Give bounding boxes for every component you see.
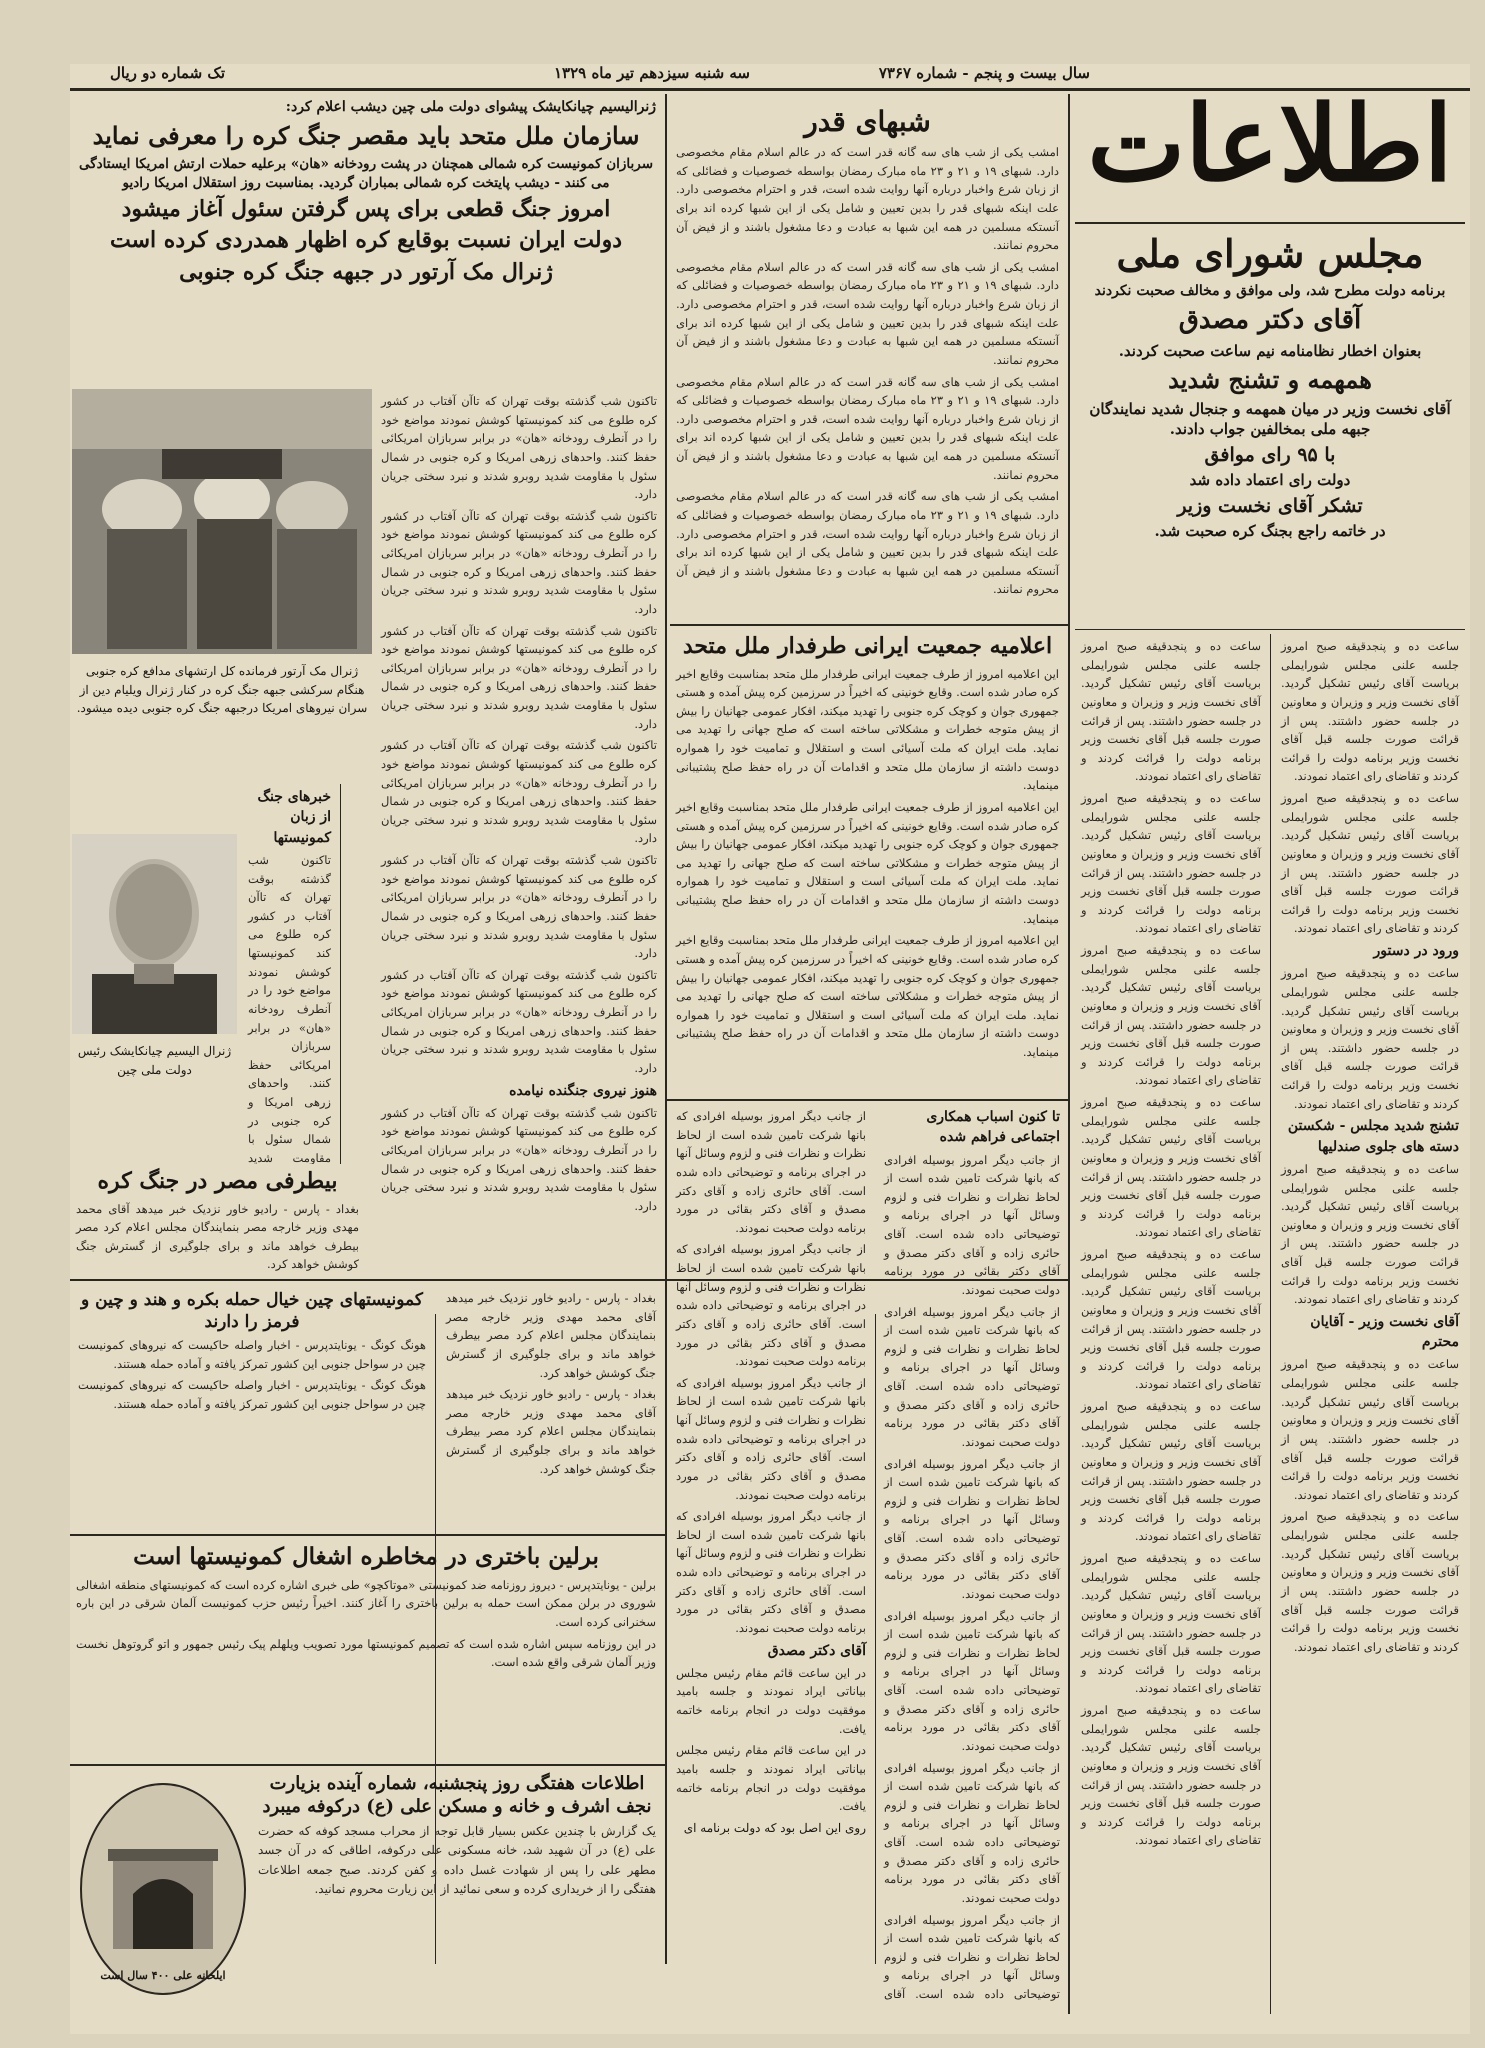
macarthur-caption-text: ژنرال مک آرتور فرمانده کل ارتشهای مدافع کره جنوبی هنگام سرکشی جبهه جنگ کره در کنار ژنرال ویلیام دین از سران نیروهای امریکا درجبهه جنگ کره جنوبی دیده میشود. [76,664,368,716]
najaf-stamp: ایلخانه علی ۴۰۰ سال است [100,1969,226,1982]
masthead [1075,92,1465,222]
egypt-body-cont2: بغداد - پارس - رادیو خاور نزدیک خبر میدهد آقای محمد مهدی وزیر خارجه مصر بنمایندگان مجلس اعلام کرد مصر بیطرف خواهد ماند و برای جلوگیری از گسترش جنگ کوشش خواهد کرد. [446,1387,656,1476]
war-news-heading: خبرهای جنگ از زبان کمونیستها [257,789,331,846]
china-article [72,1286,432,1531]
un-article-header [70,94,662,384]
majlis-body-cont4: ساعت ده و پنجدقیقه صبح امروز جلسه علنی مجلس شورایملی بریاست آقای رئیس تشکیل گردید. آقای نخست وزیر و وزیران و معاونین در جلسه حضور داشتند. پس از قرائت صورت جلسه قبل آقای نخست وزیر برنامه دولت را قرائت کردند و تقاضای رای اعتماد نمودند. [1281,1509,1459,1654]
egypt-body-column [440,1286,662,1531]
majlis-sub1: برنامه دولت مطرح شد، ولی موافق و مخالف صحبت نکردند [1094,282,1446,299]
hekmat-body-3: از جانب دیگر امروز بوسیله افرادی که بانها شرکت تامین شده است از لحاظ نظرات و نظرات فنی و لزوم وسائل آنها در اجرای برنامه و توضیحاتی داده شده است. آقای حائری زاده و آقای دکتر مصدق و آقای دکتر بقائی در مورد برنامه دولت صحبت نمودند. [884,1456,1060,1601]
un-headline2: امروز جنگ قطعی برای پس گرفتن سئول آغاز میشود [121,195,611,222]
majlis-body-col2g: ساعت ده و پنجدقیقه صبح امروز جلسه علنی مجلس شورایملی بریاست آقای رئیس تشکیل گردید. آقای نخست وزیر و وزیران و معاونین در جلسه حضور داشتند. پس از قرائت صورت جلسه قبل آقای نخست وزیر برنامه دولت را قرائت کردند و تقاضای رای اعتماد نمودند. [1081,1551,1261,1696]
masthead-title: اطلاعات [1087,92,1453,205]
majlis-body-col2d: ساعت ده و پنجدقیقه صبح امروز جلسه علنی مجلس شورایملی بریاست آقای رئیس تشکیل گردید. آقای نخست وزیر و وزیران و معاونین در جلسه حضور داشتند. پس از قرائت صورت جلسه قبل آقای نخست وزیر برنامه دولت را قرائت کردند و تقاضای رای اعتماد نمودند. [1081,1095,1261,1240]
china-headline: کمونیستهای چین خیال حمله بکره و هند و چین و فرمز را دارند [81,1290,423,1333]
hekmat-body-5: از جانب دیگر امروز بوسیله افرادی که بانها شرکت تامین شده است از لحاظ نظرات و نظرات فنی و لزوم وسائل آنها در اجرای برنامه و توضیحاتی داده شده است. آقای حائری زاده و آقای دکتر مصدق و آقای دکتر بقائی در مورد برنامه دولت صحبت نمودند. [884,1760,1060,1905]
year-issue: سال بیست و پنجم - شماره ۷۳۶۷ [878,64,1090,82]
ghadr-article [670,94,1065,624]
un-sub1: سربازان کمونیست کره شمالی همچنان در پشت رودخانه «هان» برعلیه حملات ارتش امریکا ایستادگی می کنند - دیشب پایتخت کره شمالی بمباران گردید. بمناسبت روز استقلال امریکا رادیو [78,156,654,191]
hekmat-sub: آقای دکتر مصدق [767,1642,866,1659]
war-news-body: تاکنون شب گذشته بوقت تهران که تاآن آفتاب در کشور کره طلوع می کند کمونیستها کوشش نمودند مواضع خود را در آنطرف رودخانه «هان» در برابر سربازان امریکائی حفظ کنند. واحدهای زرهی امریکا و کره جنوبی در شمال سئول با مقاومت شدید [248,852,331,1164]
majlis-sub4: همهمه و تشنج شدید [1168,365,1372,395]
majlis-sub3: بعنوان اخطار نظامنامه نیم ساعت صحبت کردند. [1118,341,1422,360]
majlis-body-col2c: ساعت ده و پنجدقیقه صبح امروز جلسه علنی مجلس شورایملی بریاست آقای رئیس تشکیل گردید. آقای نخست وزیر و وزیران و معاونین در جلسه حضور داشتند. پس از قرائت صورت جلسه قبل آقای نخست وزیر برنامه دولت را قرائت کردند و تقاضای رای اعتماد نمودند. [1081,943,1261,1088]
hekmat-headline: تا کنون اسباب همکاری اجتماعی فراهم شده [926,1109,1060,1146]
egypt-headline: بیطرفی مصر در جنگ کره [97,1168,338,1194]
chiang-caption-text: ژنرال الیسیم چیانکایشک رئیس دولت ملی چین [77,1044,232,1077]
majlis-headline: مجلس شورای ملی [1116,231,1424,276]
majlis-pm-heading: آقای نخست وزیر - آقایان محترم [1310,1313,1459,1351]
majlis-sub7: دولت رای اعتماد داده شد [1189,471,1351,490]
berlin-body2: در این روزنامه سپس اشاره شده است که تصمیم کمونیستها مورد تصویب ویلهلم پیک رئیس جمهور و اتو گروتوهل نخست وزیر آلمان شرقی واقع شده است. [76,1636,656,1670]
un-body-5: تاکنون شب گذشته بوقت تهران که تاآن آفتاب در کشور کره طلوع می کند کمونیستها کوشش نمودند مواضع خود را در آنطرف رودخانه «هان» در برابر سربازان امریکائی حفظ کنند. واحدهای زرهی امریکا و کره جنوبی در شمال سئول با مقاومت شدید روبرو شدند و نبرد سختی جریان دارد. [381,853,657,961]
majlis-body-col2f: ساعت ده و پنجدقیقه صبح امروز جلسه علنی مجلس شورایملی بریاست آقای رئیس تشکیل گردید. آقای نخست وزیر و وزیران و معاونین در جلسه حضور داشتند. پس از قرائت صورت جلسه قبل آقای نخست وزیر برنامه دولت را قرائت کردند و تقاضای رای اعتماد نمودند. [1081,1399,1261,1544]
egypt-body-cont: بغداد - پارس - رادیو خاور نزدیک خبر میدهد آقای محمد مهدی وزیر خارجه مصر بنمایندگان مجلس اعلام کرد مصر بیطرف خواهد ماند و برای جلوگیری از گسترش جنگ کوشش خواهد کرد. [446,1291,656,1380]
etelamie-article [670,629,1065,1097]
majlis-column-right [1275,634,1465,2014]
hekmat-body: از جانب دیگر امروز بوسیله افرادی که بانها شرکت تامین شده است از لحاظ نظرات و نظرات فنی و لزوم وسائل آنها در اجرای برنامه و توضیحاتی داده شده است. آقای حائری زاده و آقای دکتر مصدق و آقای دکتر بقائی در مورد برنامه دولت صحبت نمودند. [884,1152,1060,1297]
najaf-body: یک گزارش با چندین عکس بسیار قابل توجه از محراب مسجد کوفه که حضرت علی (ع) در آن شهید شد، خانه مسکونی علی درکوفه، اطاقی که در آن جسد مطهر علی را پس از شهادت غسل داده و کفن کردند. صبح جمعه اطلاعات هفتگی را از خریداری کرده و سعی نمائید از این زیارت محروم نمانید. [258,1823,656,1897]
majlis-article [1075,226,1465,626]
un-body-7: تاکنون شب گذشته بوقت تهران که تاآن آفتاب در کشور کره طلوع می کند کمونیستها کوشش نمودند مواضع خود را در آنطرف رودخانه «هان» در برابر سربازان امریکائی حفظ کنند. واحدهای زرهی امریکا و کره جنوبی در شمال سئول با مقاومت شدید روبرو شدند و نبرد سختی جریان دارد. [381,1105,657,1213]
price: تک شماره دو ریال [110,64,225,82]
majlis-body-cont3: ساعت ده و پنجدقیقه صبح امروز جلسه علنی مجلس شورایملی بریاست آقای رئیس تشکیل گردید. آقای نخست وزیر و وزیران و معاونین در جلسه حضور داشتند. پس از قرائت صورت جلسه قبل آقای نخست وزیر برنامه دولت را قرائت کردند و تقاضای رای اعتماد نمودند. [1281,1357,1459,1502]
hekmat-column-left [670,1104,872,2004]
majlis-body-cont: ساعت ده و پنجدقیقه صبح امروز جلسه علنی مجلس شورایملی بریاست آقای رئیس تشکیل گردید. آقای نخست وزیر و وزیران و معاونین در جلسه حضور داشتند. پس از قرائت صورت جلسه قبل آقای نخست وزیر برنامه دولت را قرائت کردند و تقاضای رای اعتماد نمودند. [1281,966,1459,1111]
un-body-6: تاکنون شب گذشته بوقت تهران که تاآن آفتاب در کشور کره طلوع می کند کمونیستها کوشش نمودند مواضع خود را در آنطرف رودخانه «هان» در برابر سربازان امریکائی حفظ کنند. واحدهای زرهی امریکا و کره جنوبی در شمال سئول با مقاومت شدید روبرو شدند و نبرد سختی جریان دارد. [381,967,657,1075]
china-body: هونگ کونگ - یونایتدپرس - اخبار واصله حاکیست که نیروهای کمونیست چین در سواحل جنوبی این کشور تمرکز یافته و آماده حمله هستند. [78,1338,426,1371]
majlis-tumult-heading: تشنج شدید مجلس - شکستن دسته های جلوی صندلیها [1287,1118,1459,1155]
un-headline4: ژنرال مک آرتور در جبهه جنگ کره جنوبی [179,258,553,285]
hekmat-col2-body-4: از جانب دیگر امروز بوسیله افرادی که بانها شرکت تامین شده است از لحاظ نظرات و نظرات فنی و لزوم وسائل آنها در اجرای برنامه و توضیحاتی داده شده است. آقای حائری زاده و آقای دکتر مصدق و آقای دکتر بقائی در مورد برنامه دولت صحبت نمودند. [676,1509,866,1635]
majlis-column-left [1075,634,1267,2014]
un-ankara: هنوز نیروی جنگنده نیامده [509,1082,657,1099]
ghadr-body-3: امشب یکی از شب های سه گانه قدر است که در عالم اسلام مقام مخصوصی دارد. شبهای ۱۹ و ۲۱ و ۲۳ ماه مبارک رمضان بواسطه خصوصیات و فضائلی که از زبان شرع واخبار درباره آنها روایت شده است، قدر و احترام مخصوصی دارد. علت اینکه شبهای قدر را بدین تعیین و شامل یکی از این شبها کرده اند برای آنستکه مسلمین در همه این شبها به عبادت و دعا مشغول باشند و از فیض آن محروم نمانند. [676,374,1059,482]
hekmat-body2-b: در این ساعت قائم مقام رئیس مجلس بیاناتی ایراد نمودند و جلسه بامید موفقیت دولت در انجام برنامه خاتمه یافت. [676,1743,866,1814]
majlis-sub6: با ۹۵ رای موافق [1204,443,1336,466]
un-body-3: تاکنون شب گذشته بوقت تهران که تاآن آفتاب در کشور کره طلوع می کند کمونیستها کوشش نمودند مواضع خود را در آنطرف رودخانه «هان» در برابر سربازان امریکائی حفظ کنند. واحدهای زرهی امریکا و کره جنوبی در شمال سئول با مقاومت شدید روبرو شدند و نبرد سختی جریان دارد. [381,623,657,731]
ghadr-headline: شبهای قدر [804,105,931,138]
najaf-illustration [78,1779,248,1999]
majlis-body-cont2: ساعت ده و پنجدقیقه صبح امروز جلسه علنی مجلس شورایملی بریاست آقای رئیس تشکیل گردید. آقای نخست وزیر و وزیران و معاونین در جلسه حضور داشتند. پس از قرائت صورت جلسه قبل آقای نخست وزیر برنامه دولت را قرائت کردند و تقاضای رای اعتماد نمودند. [1281,1161,1459,1307]
ghadr-body-4: امشب یکی از شب های سه گانه قدر است که در عالم اسلام مقام مخصوصی دارد. شبهای ۱۹ و ۲۱ و ۲۳ ماه مبارک رمضان بواسطه خصوصیات و فضائلی که از زبان شرع واخبار درباره آنها روایت شده است، قدر و احترام مخصوصی دارد. علت اینکه شبهای قدر را بدین تعیین و شامل یکی از این شبها کرده اند برای آنستکه مسلمین در همه این شبها به عبادت و دعا مشغول باشند و از فیض آن محروم نمانند. [676,489,1059,597]
ghadr-body-2: امشب یکی از شب های سه گانه قدر است که در عالم اسلام مقام مخصوصی دارد. شبهای ۱۹ و ۲۱ و ۲۳ ماه مبارک رمضان بواسطه خصوصیات و فضائلی که از زبان شرع واخبار درباره آنها روایت شده است، قدر و احترام مخصوصی دارد. علت اینکه شبهای قدر را بدین تعیین و شامل یکی از این شبها کرده اند برای آنستکه مسلمین در همه این شبها به عبادت و دعا مشغول باشند و از فیض آن محروم نمانند. [676,259,1059,367]
un-body-4: تاکنون شب گذشته بوقت تهران که تاآن آفتاب در کشور کره طلوع می کند کمونیستها کوشش نمودند مواضع خود را در آنطرف رودخانه «هان» در برابر سربازان امریکائی حفظ کنند. واحدهای زرهی امریکا و کره جنوبی در شمال سئول با مقاومت شدید روبرو شدند و نبرد سختی جریان دارد. [381,738,657,846]
un-kicker: ژنرالیسیم چیانکایشک پیشوای دولت ملی چین دیشب اعلام کرد: [285,99,656,115]
najaf-advert [70,1769,662,2009]
hekmat-body-2: از جانب دیگر امروز بوسیله افرادی که بانها شرکت تامین شده است از لحاظ نظرات و نظرات فنی و لزوم وسائل آنها در اجرای برنامه و توضیحاتی داده شده است. آقای حائری زاده و آقای دکتر مصدق و آقای دکتر بقائی در مورد برنامه دولت صحبت نمودند. [884,1304,1060,1449]
hekmat-col2-body-2: از جانب دیگر امروز بوسیله افرادی که بانها شرکت تامین شده است از لحاظ نظرات و نظرات فنی و لزوم وسائل آنها در اجرای برنامه و توضیحاتی داده شده است. آقای حائری زاده و آقای دکتر مصدق و آقای دکتر بقائی در مورد برنامه دولت صحبت نمودند. [676,1242,866,1369]
un-body: تاکنون شب گذشته بوقت تهران که تاآن آفتاب در کشور کره طلوع می کند کمونیستها کوشش نمودند مواضع خود را در آنطرف رودخانه «هان» در برابر سربازان امریکائی حفظ کنند. واحدهای زرهی امریکا و کره جنوبی در شمال سئول با مقاومت شدید روبرو شدند و نبرد سختی جریان دارد. [381,394,657,502]
un-body-column [375,389,663,1289]
un-headline3: دولت ایران نسبت بوقایع کره اظهار همدردی کرده است [110,227,622,254]
un-body-2: تاکنون شب گذشته بوقت تهران که تاآن آفتاب در کشور کره طلوع می کند کمونیستها کوشش نمودند مواضع خود را در آنطرف رودخانه «هان» در برابر سربازان امریکائی حفظ کنند. واحدهای زرهی امریکا و کره جنوبی در شمال سئول با مقاومت شدید روبرو شدند و نبرد سختی جریان دارد. [381,508,657,616]
majlis-body-col2h: ساعت ده و پنجدقیقه صبح امروز جلسه علنی مجلس شورایملی بریاست آقای رئیس تشکیل گردید. آقای نخست وزیر و وزیران و معاونین در جلسه حضور داشتند. پس از قرائت صورت جلسه قبل آقای نخست وزیر برنامه دولت را قرائت کردند و تقاضای رای اعتماد نمودند. [1081,1703,1261,1848]
berlin-headline: برلین باختری در مخاطره اشغال کمونیستها است [133,1543,599,1570]
majlis-body-col2: ساعت ده و پنجدقیقه صبح امروز جلسه علنی مجلس شورایملی بریاست آقای رئیس تشکیل گردید. آقای نخست وزیر و وزیران و معاونین در جلسه حضور داشتند. پس از قرائت صورت جلسه قبل آقای نخست وزیر برنامه دولت را قرائت کردند و تقاضای رای اعتماد نمودند. [1081,639,1261,784]
hekmat-date-line: روی این اصل بود که دولت برنامه ای [683,1820,866,1835]
etelamie-body: این اعلامیه امروز از طرف جمعیت ایرانی طرفدار ملل متحد بمناسبت وقایع اخیر کره صادر شده است. وقایع خونینی که اخیراً در سرزمین کره پیش آمده و هستی جمهوری جوان و کوچک کره جنوبی را تهدید میکند، افکار عمومی جهانیان را بیش از پیش متوجه خطرات و مشکلاتی ساخته است که صلح جهانی را تهدید می نماید. ملت ایران که ملت آسیائی است و استقلال و تمامیت خود را همواره دوست داشته از سازمان ملل متحد و اقدامات آن در راه حفظ صلح پشتیبانی مینماید. [676,666,1059,793]
china-body-2: هونگ کونگ - یونایتدپرس - اخبار واصله حاکیست که نیروهای کمونیست چین در سواحل جنوبی این کشور تمرکز یافته و آماده حمله هستند. [78,1378,426,1412]
hekmat-col2-body-3: از جانب دیگر امروز بوسیله افرادی که بانها شرکت تامین شده است از لحاظ نظرات و نظرات فنی و لزوم وسائل آنها در اجرای برنامه و توضیحاتی داده شده است. آقای حائری زاده و آقای دکتر مصدق و آقای دکتر بقائی در مورد برنامه دولت صحبت نمودند. [676,1375,866,1502]
hekmat-column-right [878,1104,1066,2004]
hekmat-body2: در این ساعت قائم مقام رئیس مجلس بیاناتی ایراد نمودند و جلسه بامید موفقیت دولت در انجام برنامه خاتمه یافت. [676,1665,866,1736]
majlis-body-col2e: ساعت ده و پنجدقیقه صبح امروز جلسه علنی مجلس شورایملی بریاست آقای رئیس تشکیل گردید. آقای نخست وزیر و وزیران و معاونین در جلسه حضور داشتند. پس از قرائت صورت جلسه قبل آقای نخست وزیر برنامه دولت را قرائت کردند و تقاضای رای اعتماد نمودند. [1081,1247,1261,1392]
newspaper-page [70,64,1470,2034]
majlis-sub5: آقای نخست وزیر در میان همهمه و جنجال شدید نمایندگان جبهه ملی بمخالفین جواب دادند. [1089,400,1451,439]
chiang-photo [72,834,237,1034]
chiang-caption [72,1039,237,1099]
hekmat-col2-body: از جانب دیگر امروز بوسیله افرادی که بانها شرکت تامین شده است از لحاظ نظرات و نظرات فنی و لزوم وسائل آنها در اجرای برنامه و توضیحاتی داده شده است. آقای حائری زاده و آقای دکتر مصدق و آقای دکتر بقائی در مورد برنامه دولت صحبت نمودند. [676,1109,866,1235]
majlis-vote-heading: ورود در دستور [1373,943,1459,959]
etelamie-headline: اعلامیه جمعیت ایرانی طرفدار ملل متحد [682,633,1053,659]
majlis-sub2: آقای دکتر مصدق [1178,305,1362,336]
majlis-sub9: در خاتمه راجع بجنگ کره صحبت شد. [1154,522,1386,541]
berlin-article [70,1539,662,1761]
hekmat-body-6: از جانب دیگر امروز بوسیله افرادی که بانها شرکت تامین شده است از لحاظ نظرات و نظرات فنی و لزوم وسائل آنها در اجرای برنامه و توضیحاتی داده شده است. آقای [884,1912,1060,2002]
berlin-body: برلین - یونایتدپرس - دیروز روزنامه ضد کمونیستی «موتاکچو» طی خبری اشاره کرده است که کمونیستهای منطقه اشغالی شوروی در برلن ممکن است حمله به برلین باختری را آغاز کنند. اخیراً رئیس حزب کمونیست آلمان شرقی در این باره سخنرانی کرده است. [76,1577,656,1629]
etelamie-body-3: این اعلامیه امروز از طرف جمعیت ایرانی طرفدار ملل متحد بمناسبت وقایع اخیر کره صادر شده است. وقایع خونینی که اخیراً در سرزمین کره پیش آمده و هستی جمهوری جوان و کوچک کره جنوبی را تهدید میکند، افکار عمومی جهانیان را بیش از پیش متوجه خطرات و مشکلاتی ساخته است که صلح جهانی را تهدید می نماید. ملت ایران که ملت آسیائی است و استقلال و تمامیت خود را همواره دوست داشته از سازمان ملل متحد و اقدامات آن در راه حفظ صلح پشتیبانی مینماید. [676,933,1059,1059]
hekmat-body-4: از جانب دیگر امروز بوسیله افرادی که بانها شرکت تامین شده است از لحاظ نظرات و نظرات فنی و لزوم وسائل آنها در اجرای برنامه و توضیحاتی داده شده است. آقای حائری زاده و آقای دکتر مصدق و آقای دکتر بقائی در مورد برنامه دولت صحبت نمودند. [884,1608,1060,1753]
majlis-body-col2b: ساعت ده و پنجدقیقه صبح امروز جلسه علنی مجلس شورایملی بریاست آقای رئیس تشکیل گردید. آقای نخست وزیر و وزیران و معاونین در جلسه حضور داشتند. پس از قرائت صورت جلسه قبل آقای نخست وزیر برنامه دولت را قرائت کردند و تقاضای رای اعتماد نمودند. [1081,791,1261,936]
un-headline: سازمان ملل متحد باید مقصر جنگ کره را معرفی نماید [92,121,640,151]
egypt-article [70,1164,365,1276]
macarthur-caption [72,659,372,779]
issue-date: سه شنبه سیزدهم تیر ماه ۱۳۲۹ [553,64,750,82]
majlis-sub8: تشکر آقای نخست وزیر [1177,494,1363,517]
majlis-body: ساعت ده و پنجدقیقه صبح امروز جلسه علنی مجلس شورایملی بریاست آقای رئیس تشکیل گردید. آقای نخست وزیر و وزیران و معاونین در جلسه حضور داشتند. پس از قرائت صورت جلسه قبل آقای نخست وزیر برنامه دولت را قرائت کردند و تقاضای رای اعتماد نمودند. [1281,639,1459,784]
top-date-line [70,60,1470,88]
macarthur-photo [72,389,372,654]
ghadr-body: امشب یکی از شب های سه گانه قدر است که در عالم اسلام مقام مخصوصی دارد. شبهای ۱۹ و ۲۱ و ۲۳ ماه مبارک رمضان بواسطه خصوصیات و فضائلی که از زبان شرع واخبار درباره آنها روایت شده است، قدر و احترام مخصوصی دارد. علت اینکه شبهای قدر را بدین تعیین و شامل یکی از این شبها کرده اند برای آنستکه مسلمین در همه این شبها به عبادت و دعا مشغول باشند و از فیض آن محروم نمانند. [676,145,1059,253]
war-news-column [242,784,337,1164]
etelamie-body-2: این اعلامیه امروز از طرف جمعیت ایرانی طرفدار ملل متحد بمناسبت وقایع اخیر کره صادر شده است. وقایع خونینی که اخیراً در سرزمین کره پیش آمده و هستی جمهوری جوان و کوچک کره جنوبی را تهدید میکند، افکار عمومی جهانیان را بیش از پیش متوجه خطرات و مشکلاتی ساخته است که صلح جهانی را تهدید می نماید. ملت ایران که ملت آسیائی است و استقلال و تمامیت خود را همواره دوست داشته از سازمان ملل متحد و اقدامات آن در راه حفظ صلح پشتیبانی مینماید. [676,799,1059,926]
majlis-body-repeat: ساعت ده و پنجدقیقه صبح امروز جلسه علنی مجلس شورایملی بریاست آقای رئیس تشکیل گردید. آقای نخست وزیر و وزیران و معاونین در جلسه حضور داشتند. پس از قرائت صورت جلسه قبل آقای نخست وزیر برنامه دولت را قرائت کردند و تقاضای رای اعتماد نمودند. [1281,791,1459,936]
egypt-body: بغداد - پارس - رادیو خاور نزدیک خبر میدهد آقای محمد مهدی وزیر خارجه مصر بنمایندگان مجلس اعلام کرد مصر بیطرف خواهد ماند و برای جلوگیری از گسترش جنگ کوشش خواهد کرد. [76,1201,359,1272]
najaf-headline: اطلاعات هفتگی روز پنجشنبه، شماره آینده بزیارت نجف اشرف و خانه و مسکن علی (ع) درکوفه میبرد [262,1773,652,1818]
